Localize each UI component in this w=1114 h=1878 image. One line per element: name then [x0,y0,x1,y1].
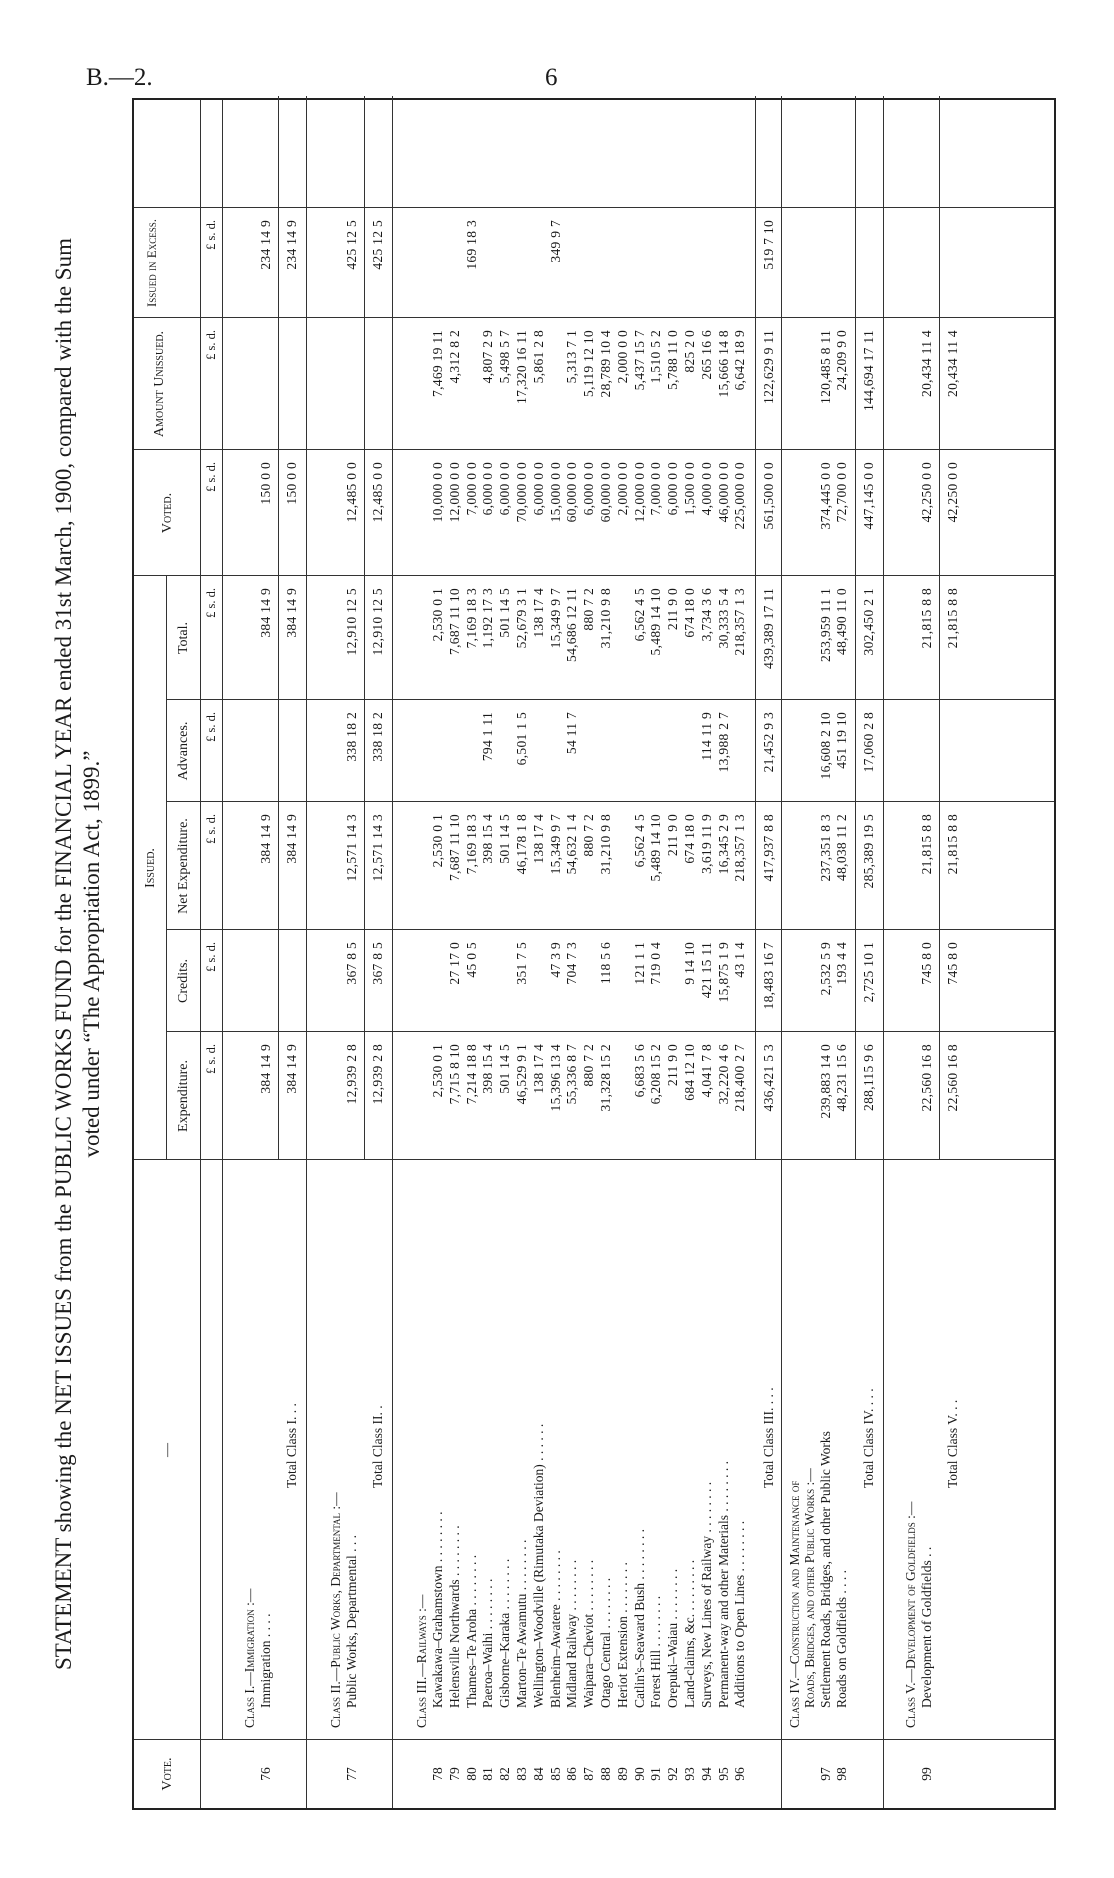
row-96-credits: 43 1 4 [732,942,748,978]
header-vote: Vote. [160,1757,175,1791]
row-81-advances: 794 1 11 [480,712,496,762]
row-81-voted: 6,000 0 0 [480,462,496,516]
row-91-unissued: 1,510 5 2 [648,330,664,384]
total-class-4-credits: 2,725 10 1 [861,942,877,1003]
lsd-header: £ s. d. [204,220,218,250]
class-4-heading-2: Roads, Bridges, and other Public Works :— [802,1468,818,1708]
row-81-unissued: 4,807 2 9 [480,330,496,384]
row-88-expenditure: 31,328 15 2 [598,1044,613,1112]
row-90-voted: 12,000 0 0 [631,462,647,523]
row-80-voted: 7,000 0 0 [463,462,479,516]
header-voted: Voted. [160,492,175,534]
row-label: Blenheim–Awatere . . . . . . . . [547,1550,563,1708]
row-label: Roads on Goldfields . . . . [834,1570,850,1708]
page-number: 6 [545,64,558,91]
total-class-4-expenditure: 288,115 9 6 [861,1044,877,1111]
col-line [134,1159,1054,1160]
class-1-total-label: Total Class I. . . [284,1403,299,1488]
row-86-total: 54,686 12 11 [564,588,580,662]
row-79-unissued: 4,312 8 2 [446,330,462,384]
row-78-voted: 10,000 0 0 [430,462,445,523]
row-85-net: 15,349 9 7 [547,814,563,875]
row-94-total: 3,734 3 6 [698,588,714,642]
vote-number: 98 [834,1767,850,1781]
row-94-credits: 421 15 11 [698,942,714,999]
row-84-unissued: 5,861 2 8 [530,330,546,384]
class-2-heading: Class II.—Public Works, Departmental :— [328,1492,343,1728]
row-78-net: 2,530 0 1 [430,814,445,868]
row-83-total: 52,679 3 1 [514,588,529,649]
row-88-net: 31,210 9 8 [598,814,613,875]
lsd-header: £ s. d. [204,1044,218,1074]
row-label: Waipara–Cheviot . . . . . . . . [581,1559,597,1708]
total-class-4-advances: 17,060 2 8 [861,712,877,773]
row-84-voted: 6,000 0 0 [530,462,546,516]
row-85-voted: 15,000 0 0 [547,462,563,523]
row-label: Public Works, Departmental . . . [344,1534,359,1708]
vote-number: 99 [919,1767,935,1781]
col-line [134,449,1054,450]
total-class-4-voted: 447,145 0 0 [861,462,877,530]
row-96-expenditure: 218,400 2 7 [732,1044,748,1112]
row-95-expenditure: 32,220 4 6 [715,1044,731,1105]
row-94-advances: 114 11 9 [698,712,714,761]
row-80-total: 7,169 18 3 [463,588,479,649]
header-issued-in-excess: Issued in Excess. [144,218,159,308]
col-line [166,929,1054,930]
row-97-expenditure: 239,883 14 0 [818,1044,834,1119]
total-class-4-net: 285,389 19 5 [861,814,877,889]
row-91-credits: 719 0 4 [648,942,664,985]
row-label: Thames–Te Aroha . . . . . . . . [463,1554,479,1708]
row-77-voted: 12,485 0 0 [344,462,359,523]
header-line [166,576,167,1160]
row-87-total: 880 7 2 [581,588,597,631]
row-99-unissued: 20,434 11 4 [919,330,935,397]
row-88-total: 31,210 9 8 [598,588,613,649]
total-class-1-excess: 234 14 9 [284,220,299,270]
total-class-5-total: 21,815 8 8 [945,588,961,649]
class-4-total-label: Total Class IV. . . . [861,1388,877,1488]
row-98-advances: 451 19 10 [834,712,850,769]
row-96-unissued: 6,642 18 9 [732,330,748,391]
row-77-credits: 367 8 5 [344,942,359,985]
row-90-unissued: 5,437 15 7 [631,330,647,391]
header-net-expenditure: Net Expenditure. [176,818,191,914]
row-99-expenditure: 22,560 16 8 [919,1044,935,1112]
row-76-total: 384 14 9 [258,588,273,638]
row-78-unissued: 7,469 19 11 [430,330,445,397]
row-97-total: 253,959 11 1 [818,588,834,662]
vote-number: 84 [530,1767,546,1781]
vote-number: 77 [344,1767,359,1781]
row-label: Additions to Open Lines . . . . . . . . [732,1520,748,1708]
row-90-credits: 121 1 1 [631,942,647,985]
row-82-net: 501 14 5 [497,814,513,864]
header-line [200,100,201,1808]
row-83-net: 46,178 1 8 [514,814,529,875]
row-95-advances: 13,988 2 7 [715,712,731,773]
subtotal-rule [939,96,940,1160]
vote-number: 97 [818,1767,834,1781]
row-81-total: 1,192 17 3 [480,588,496,649]
row-98-credits: 193 4 4 [834,942,850,985]
statement-table [132,98,1056,1810]
row-79-expenditure: 7,715 8 10 [446,1044,462,1105]
col-line [166,699,1054,700]
row-91-net: 5,489 14 10 [648,814,664,882]
row-86-credits: 704 7 3 [564,942,580,985]
row-label: Helensville Northwards . . . . . . . . [446,1525,462,1708]
row-92-net: 211 9 0 [665,814,681,857]
header-dash: — [160,1443,175,1457]
page-reference: B.—2. [86,64,153,91]
total-class-3-net: 417,937 8 8 [761,814,777,882]
row-79-net: 7,687 11 10 [446,814,462,881]
row-label: Kawakawa–Grahamstown . . . . . . . . [430,1511,445,1708]
row-95-voted: 46,000 0 0 [715,462,731,523]
row-99-net: 21,815 8 8 [919,814,935,875]
total-class-4-total: 302,450 2 1 [861,588,877,656]
row-94-unissued: 265 16 6 [698,330,714,380]
total-class-2-total: 12,910 12 5 [370,588,385,656]
row-77-advances: 338 18 2 [344,712,359,762]
total-class-5-expenditure: 22,560 16 8 [945,1044,961,1112]
row-88-unissued: 28,789 10 4 [598,330,613,398]
row-82-unissued: 5,498 5 7 [497,330,513,384]
vote-number: 86 [564,1767,580,1781]
vote-number: 82 [497,1767,513,1781]
row-77-excess: 425 12 5 [344,220,359,270]
row-93-unissued: 825 2 0 [682,330,697,373]
row-79-credits: 27 17 0 [446,942,462,985]
vote-number: 76 [258,1767,273,1781]
lsd-header: £ s. d. [204,462,218,492]
row-94-expenditure: 4,041 7 8 [698,1044,714,1098]
row-96-total: 218,357 1 3 [732,588,748,656]
row-96-net: 218,357 1 3 [732,814,748,882]
header-credits: Credits. [176,959,191,1003]
total-class-3-unissued: 122,629 9 11 [761,330,777,404]
row-98-voted: 72,700 0 0 [834,462,850,523]
row-98-unissued: 24,209 9 0 [834,330,850,391]
row-92-voted: 6,000 0 0 [665,462,681,516]
rotated-statement [50,98,1060,1810]
row-label: Settlement Roads, Bridges, and other Public Works [818,1431,834,1708]
row-78-total: 2,530 0 1 [430,588,445,642]
row-81-net: 398 15 4 [480,814,496,864]
total-class-5-net: 21,815 8 8 [945,814,961,875]
total-class-1-voted: 150 0 0 [284,462,299,505]
row-79-voted: 12,000 0 0 [446,462,462,523]
total-class-2-net: 12,571 14 3 [370,814,385,882]
class-2-total-label: Total Class II. . [370,1405,385,1488]
row-97-net: 237,351 8 3 [818,814,834,882]
row-79-total: 7,687 11 10 [446,588,462,655]
col-line [134,317,1054,318]
total-class-2-excess: 425 12 5 [370,220,385,270]
row-label: Gisborne–Karaka . . . . . . . . [497,1558,513,1708]
vote-number: 92 [665,1767,681,1781]
row-76-net: 384 14 9 [258,814,273,864]
class-3-total-label: Total Class III. . . . [761,1387,777,1488]
row-86-voted: 60,000 0 0 [564,462,580,523]
vote-number: 87 [581,1767,597,1781]
row-83-unissued: 17,320 16 11 [514,330,529,404]
row-81-expenditure: 398 15 4 [480,1044,496,1094]
row-85-credits: 47 3 9 [547,942,563,978]
total-class-1-total: 384 14 9 [284,588,299,638]
vote-number: 95 [715,1767,731,1781]
row-95-net: 16,345 2 9 [715,814,731,875]
subtotal-rule [278,96,279,1160]
total-class-1-net: 384 14 9 [284,814,299,864]
row-78-expenditure: 2,530 0 1 [430,1044,445,1098]
row-85-total: 15,349 9 7 [547,588,563,649]
row-76-voted: 150 0 0 [258,462,273,505]
row-80-excess: 169 18 3 [463,220,479,270]
row-88-voted: 60,000 0 0 [598,462,613,523]
row-98-net: 48,038 11 2 [834,814,850,881]
class-1-heading: Class I.—Immigration :— [242,1588,257,1728]
col-line [166,801,1054,802]
row-93-total: 674 18 0 [682,588,697,638]
total-class-3-advances: 21,452 9 3 [761,712,777,773]
header-expenditure: Expenditure. [176,1060,191,1132]
row-label: Orepuki–Waiau . . . . . . . . [665,1568,681,1708]
row-94-voted: 4,000 0 0 [698,462,714,516]
row-76-expenditure: 384 14 9 [258,1044,273,1094]
row-83-expenditure: 46,529 9 1 [514,1044,529,1105]
row-88-credits: 118 5 6 [598,942,613,985]
row-95-credits: 15,875 1 9 [715,942,731,1003]
section-rule [306,96,307,1808]
row-93-voted: 1,500 0 0 [682,462,697,516]
row-92-total: 211 9 0 [665,588,681,631]
row-93-net: 674 18 0 [682,814,697,864]
vote-number: 89 [614,1767,630,1781]
row-98-expenditure: 48,231 15 6 [834,1044,850,1112]
section-rule [392,96,393,1808]
row-82-total: 501 14 5 [497,588,513,638]
col-line [134,207,1054,208]
statement-title [50,98,106,1810]
subtotal-rule [364,96,365,1160]
row-89-voted: 2,000 0 0 [614,462,630,516]
row-90-net: 6,562 4 5 [631,814,647,868]
total-class-5-voted: 42,250 0 0 [945,462,961,523]
row-label: Heriot Extension . . . . . . . . [614,1562,630,1708]
row-76-excess: 234 14 9 [258,220,273,270]
row-97-advances: 16,608 2 10 [818,712,834,780]
row-82-expenditure: 501 14 5 [497,1044,513,1094]
total-class-3-excess: 519 7 10 [761,220,777,270]
vote-number: 90 [631,1767,647,1781]
row-77-total: 12,910 12 5 [344,588,359,656]
row-99-total: 21,815 8 8 [919,588,935,649]
total-class-2-credits: 367 8 5 [370,942,385,985]
row-87-net: 880 7 2 [581,814,597,857]
vote-number: 96 [732,1767,748,1781]
row-label: Midland Railway . . . . . . . . [564,1559,580,1708]
section-rule [781,96,782,1808]
row-86-unissued: 5,313 7 1 [564,330,580,384]
row-92-unissued: 5,788 11 0 [665,330,681,390]
row-84-net: 138 17 4 [530,814,546,864]
total-class-2-expenditure: 12,939 2 8 [370,1044,385,1105]
vote-number: 94 [698,1767,714,1781]
col-line [166,1031,1054,1032]
row-84-total: 138 17 4 [530,588,546,638]
total-class-1-expenditure: 384 14 9 [284,1044,299,1094]
class-5-heading: Class V.—Development of Goldfields :— [903,1501,919,1728]
row-label: Otago Central . . . . . . . . [598,1577,613,1708]
total-class-3-voted: 561,500 0 0 [761,462,777,530]
row-83-advances: 6,501 1 5 [514,712,529,766]
row-90-expenditure: 6,683 5 6 [631,1044,647,1098]
row-93-credits: 9 14 10 [682,942,697,985]
row-label: Surveys, New Lines of Railway . . . . . . . . [698,1481,714,1708]
subtotal-rule [855,96,856,1160]
class-3-heading: Class III.—Railways :— [414,1594,429,1728]
row-label: Paeroa–Waihi . . . . . . . . [480,1578,496,1708]
row-label: Immigration . . . . [258,1613,273,1708]
row-91-voted: 7,000 0 0 [648,462,664,516]
row-83-voted: 70,000 0 0 [514,462,529,523]
lsd-header: £ s. d. [204,330,218,360]
col-line [134,1739,1054,1740]
vote-number: 85 [547,1767,563,1781]
class-5-total-label: Total Class V. . . [945,1399,961,1488]
vote-number: 83 [514,1767,529,1781]
total-class-2-advances: 338 18 2 [370,712,385,762]
row-label: Catlin's–Seaward Bush . . . . . . . . [631,1528,647,1708]
row-87-expenditure: 880 7 2 [581,1044,597,1087]
row-86-expenditure: 55,336 8 7 [564,1044,580,1105]
row-96-voted: 225,000 0 0 [732,462,748,530]
row-label: Permanent-way and other Materials . . . . . . . . [715,1460,731,1708]
row-87-voted: 6,000 0 0 [581,462,597,516]
lsd-header: £ s. d. [204,814,218,844]
row-93-expenditure: 684 12 10 [682,1044,697,1101]
header-total: Total. [176,621,191,655]
header-issued: Issued. [143,848,158,888]
row-97-credits: 2,532 5 9 [818,942,834,996]
header-line [222,100,223,1740]
row-82-voted: 6,000 0 0 [497,462,513,516]
lsd-header: £ s. d. [204,712,218,742]
total-class-4-unissued: 144,694 17 11 [861,330,877,412]
title-line-1: STATEMENT showing the NET ISSUES from the PUBLIC WORKS FUND for the FINANCIAL YEAR ended 31st March, 1900, compared with the Sum [51,238,76,1670]
total-class-5-credits: 745 8 0 [945,942,961,985]
vote-number: 91 [648,1767,664,1781]
header-advances: Advances. [176,721,191,781]
row-85-expenditure: 15,396 13 4 [547,1044,563,1112]
row-label: Development of Goldfields . . [919,1546,935,1708]
class-4-heading: Class IV.—Construction and Maintenance of [787,1480,803,1728]
row-92-expenditure: 211 9 0 [665,1044,681,1087]
total-class-5-unissued: 20,434 11 4 [945,330,961,397]
row-label: Marton–Te Awamutu . . . . . . . . [514,1539,529,1708]
row-84-expenditure: 138 17 4 [530,1044,546,1094]
total-class-3-expenditure: 436,421 5 3 [761,1044,777,1112]
row-77-expenditure: 12,939 2 8 [344,1044,359,1105]
row-87-unissued: 5,119 12 10 [581,330,597,397]
row-label: Wellington–Woodville (Rimutaka Deviation) . . . . . . [530,1423,546,1708]
section-rule [883,96,884,1808]
row-94-net: 3,619 11 9 [698,814,714,874]
subtotal-rule [755,96,756,1160]
vote-number: 78 [430,1767,445,1781]
vote-number: 93 [682,1767,697,1781]
vote-number: 79 [446,1767,462,1781]
row-89-unissued: 2,000 0 0 [614,330,630,384]
row-90-total: 6,562 4 5 [631,588,647,642]
row-91-expenditure: 6,208 15 2 [648,1044,664,1105]
row-label: Land-claims, &c. . . . . . . . . [682,1559,697,1708]
row-97-unissued: 120,485 8 11 [818,330,834,404]
col-line [134,575,1054,576]
lsd-header: £ s. d. [204,588,218,618]
header-amount-unissued: Amount Unissued. [152,330,167,438]
row-77-net: 12,571 14 3 [344,814,359,882]
vote-number: 88 [598,1767,613,1781]
total-class-3-total: 439,389 17 11 [761,588,777,670]
row-95-unissued: 15,666 14 8 [715,330,731,398]
row-85-excess: 349 9 7 [547,220,563,263]
total-class-3-credits: 18,483 16 7 [761,942,777,1010]
row-80-credits: 45 0 5 [463,942,479,978]
row-83-credits: 351 7 5 [514,942,529,985]
title-line-2: voted under “The Appropriation Act, 1899.” [79,750,104,1158]
vote-number: 81 [480,1767,496,1781]
row-99-voted: 42,250 0 0 [919,462,935,523]
total-class-2-voted: 12,485 0 0 [370,462,385,523]
vote-number: 80 [463,1767,479,1781]
row-80-net: 7,169 18 3 [463,814,479,875]
row-95-total: 30,333 5 4 [715,588,731,649]
row-97-voted: 374,445 0 0 [818,462,834,530]
row-80-expenditure: 7,214 18 8 [463,1044,479,1105]
row-86-net: 54,632 1 4 [564,814,580,875]
row-99-credits: 745 8 0 [919,942,935,985]
row-86-advances: 54 11 7 [564,712,580,755]
row-91-total: 5,489 14 10 [648,588,664,656]
row-label: Forest Hill . . . . . . . . [648,1595,664,1708]
row-98-total: 48,490 11 0 [834,588,850,655]
lsd-header: £ s. d. [204,942,218,972]
